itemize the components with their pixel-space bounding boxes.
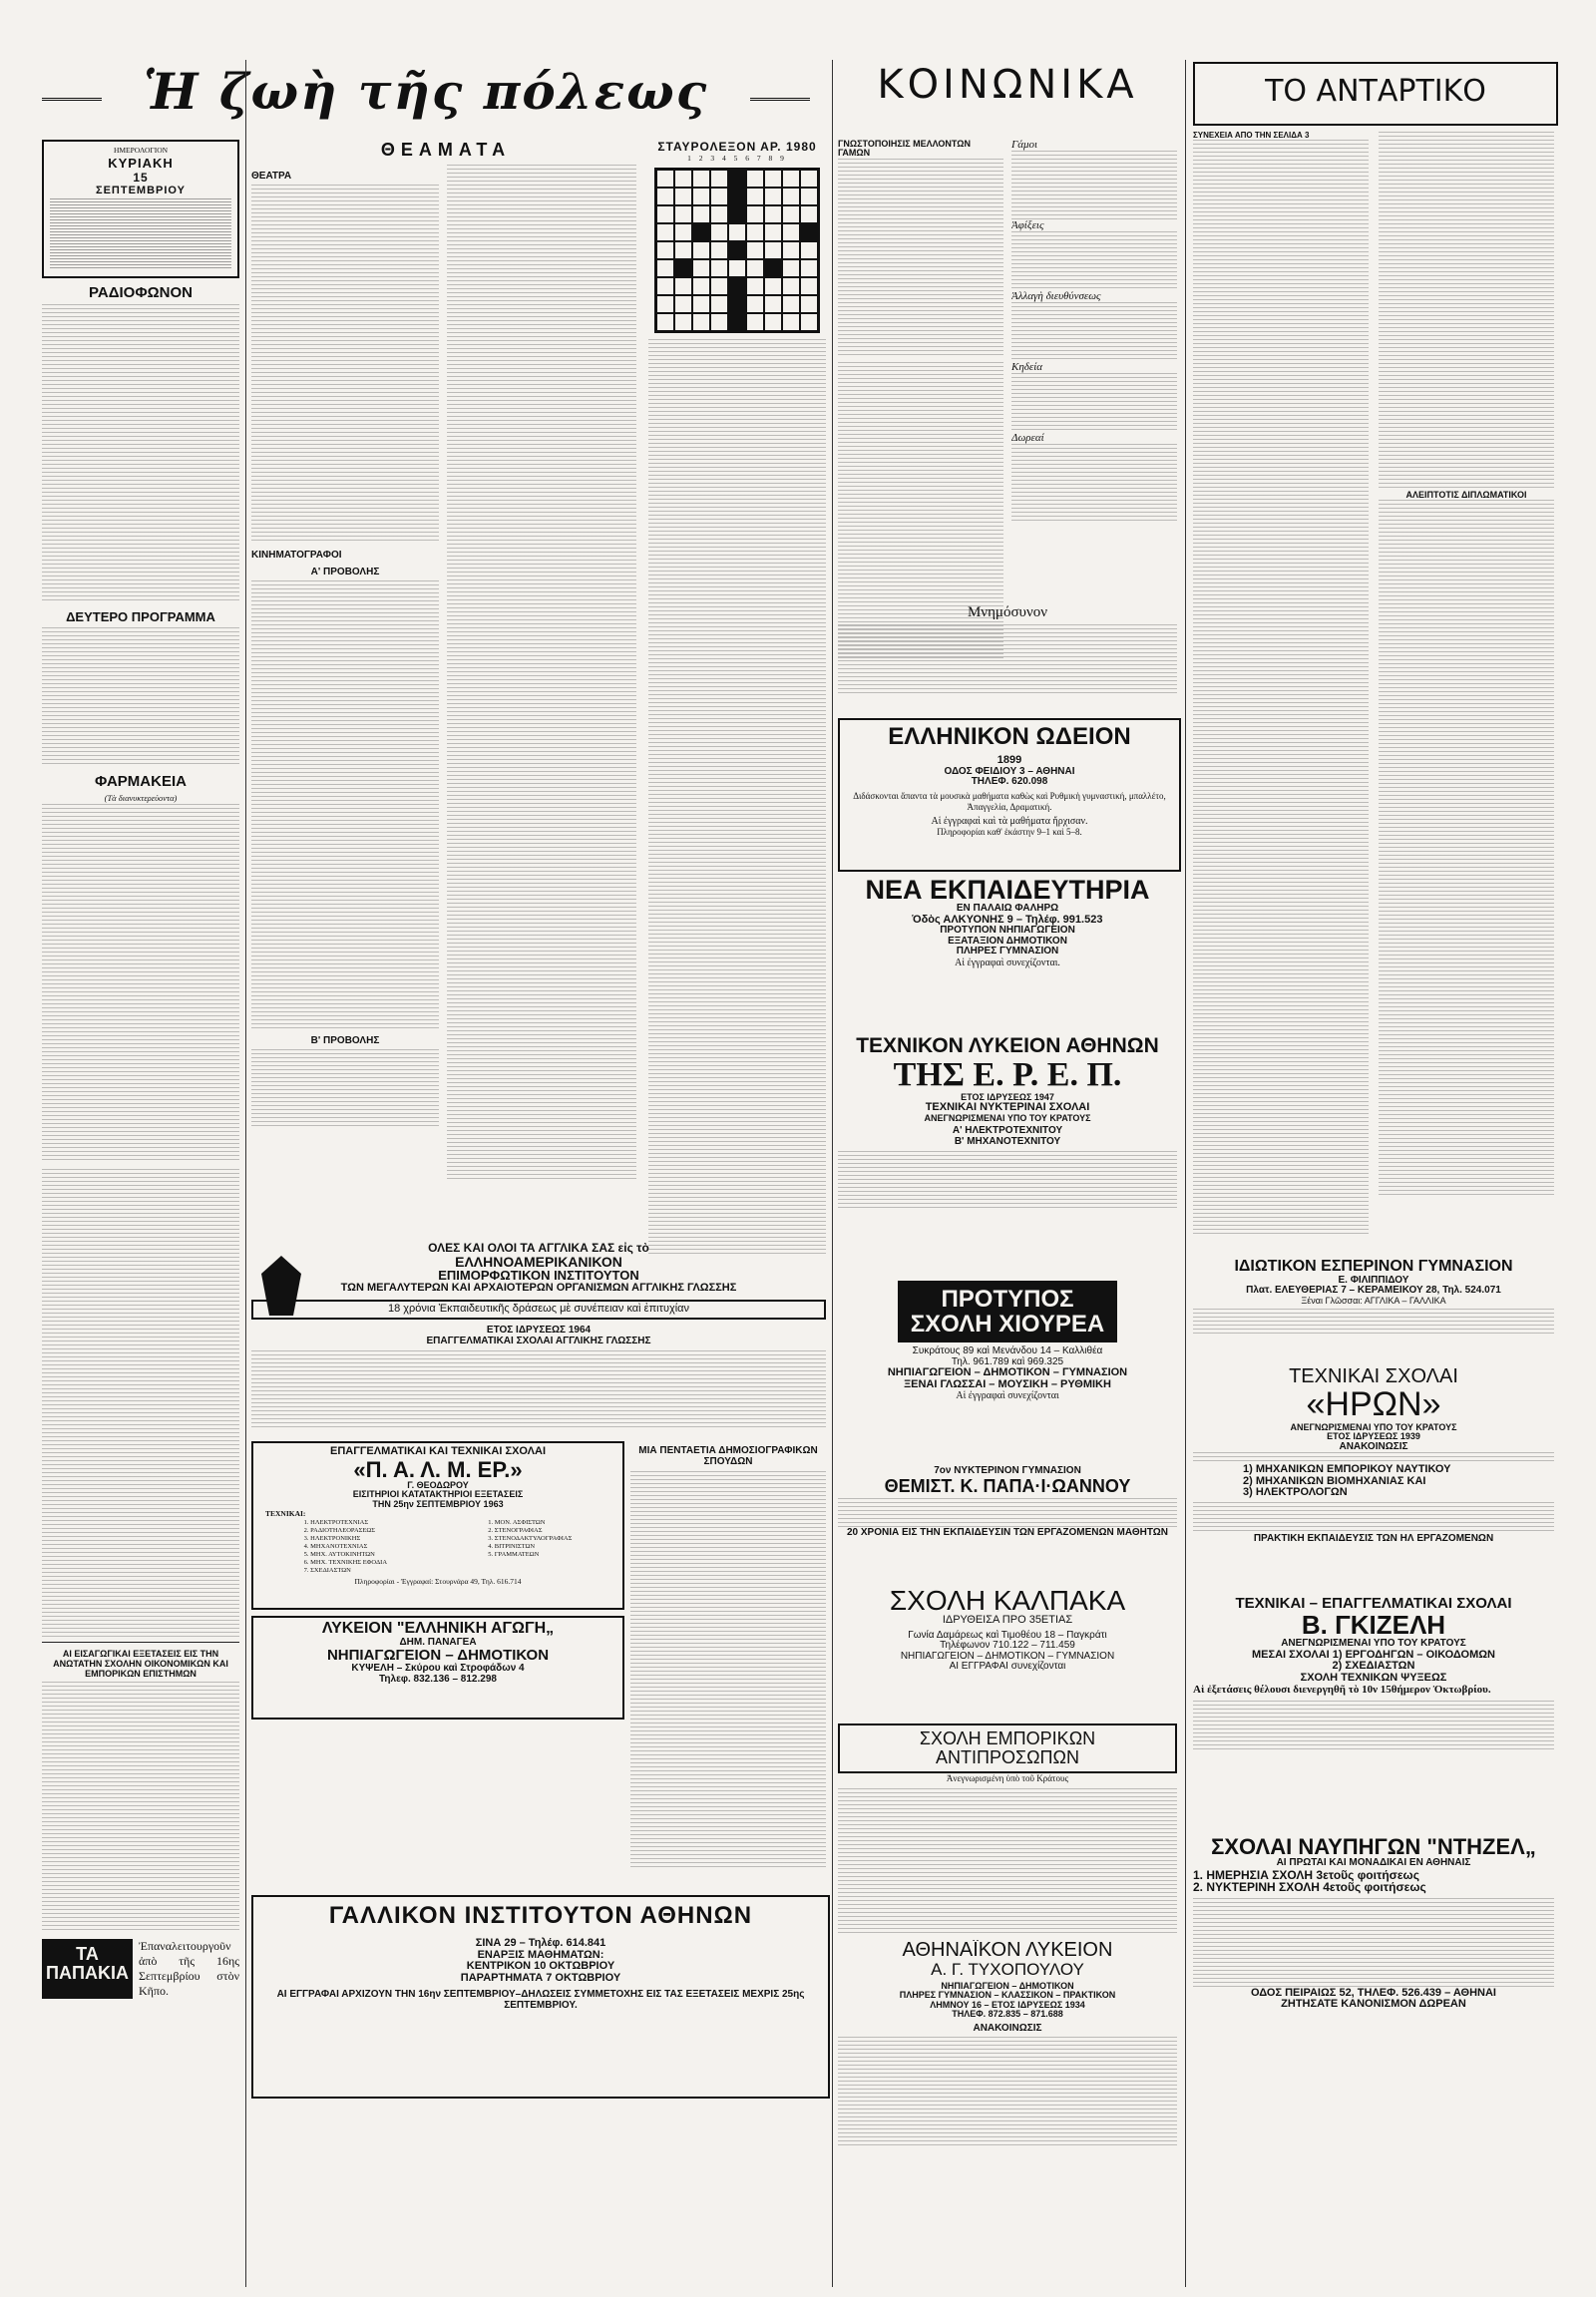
odeion-year: 1899 <box>997 754 1022 767</box>
crossword-cell <box>656 259 674 277</box>
address-change-heading: Ἀλλαγὴ διευθύνσεως <box>1011 290 1101 302</box>
kalpaka-name: ΣΧΟΛΗ ΚΑΛΠΑΚΑ <box>889 1586 1126 1616</box>
idiotikon-owner: Ε. ΦΙΛΙΠΠΙΔΟΥ <box>1338 1274 1409 1286</box>
hai-line1: ΟΛΕΣ ΚΑΙ ΟΛΟΙ ΤΑ ΑΓΓΛΙΚΑ ΣΑΣ εἰς τὸ <box>428 1242 649 1255</box>
course: 2. ΣΤΕΝΟΓΡΑΦΙΑΣ <box>488 1526 543 1534</box>
erep-line2: ΑΝΕΓΝΩΡΙΣΜΕΝΑΙ ΥΠΟ ΤΟΥ ΚΡΑΤΟΥΣ <box>924 1112 1091 1123</box>
palmer-owner: Γ. ΘΕΟΔΩΡΟΥ <box>407 1479 469 1490</box>
crossword-cell <box>728 241 746 259</box>
iron-ad <box>1193 1366 1554 1581</box>
ea-phone: Τηλεφ. 832.136 – 812.298 <box>379 1673 497 1685</box>
announcement-text <box>42 1169 239 1638</box>
fi-address: ΣΙΝΑ 29 – Τηλέφ. 614.841 <box>475 1937 606 1950</box>
calendar-day: ΚΥΡΙΑΚΗ <box>108 156 174 171</box>
announce-text <box>838 159 1003 358</box>
crossword-cell <box>674 295 692 313</box>
nichzel-item1: 1. ΗΜΕΡΗΣΙΑ ΣΧΟΛΗ 3ετοῦς φοιτήσεως <box>1193 1867 1419 1882</box>
commercial-sub: Ἀνεγνωρισμένη ὑπὸ τοῦ Κράτους <box>946 1772 1069 1783</box>
pharmacies-subtitle: (Τὰ διανυκτερεύοντα) <box>104 793 178 803</box>
gamoi-text <box>1011 151 1177 220</box>
commercial-text <box>838 1788 1177 1933</box>
gkizeli-text <box>1193 1701 1554 1750</box>
course: 3. ΗΛΕΚΤΡΟΝΙΚΗΣ <box>303 1534 361 1542</box>
memorial-heading: Μνημόσυνον <box>967 604 1048 620</box>
pap-top: 7ον ΝΥΚΤΕΡΙΝΟΝ ΓΥΜΝΑΣΙΟΝ <box>934 1466 1081 1476</box>
nichzel-address: ΟΔΟΣ ΠΕΙΡΑΙΩΣ 52, ΤΗΛΕΦ. 526.439 – ΑΘΗΝΑΙ <box>1251 1986 1496 1999</box>
nea-line2: ΕΞΑΤΑΞΙΟΝ ΔΗΜΟΤΙΚΟΝ <box>948 935 1067 947</box>
crossword-cell <box>800 295 818 313</box>
antartiko-text3 <box>1379 500 1554 1198</box>
idiotikon-ad <box>1193 1259 1554 1358</box>
crossword-cell <box>800 223 818 241</box>
antartiko-header <box>1193 62 1558 126</box>
second-run-list <box>251 1049 439 1129</box>
crossword-cell <box>782 241 800 259</box>
calendar-month: ΣΕΠΤΕΜΒΡΙΟΥ <box>95 185 187 196</box>
theatres-heading: ΘΕΑΤΡΑ <box>251 171 292 182</box>
hai-banner: 18 χρόνια Ἐκπαιδευτικῆς δράσεως μὲ συνέπειαν καὶ ἐπιτυχίαν <box>251 1300 826 1320</box>
crossword-cell <box>692 277 710 295</box>
crossword-cell <box>764 223 782 241</box>
gkizeli-line3: ΣΧΟΛΗ ΤΕΧΝΙΚΩΝ ΨΥΞΕΩΣ <box>1300 1671 1447 1684</box>
crossword-cell <box>764 295 782 313</box>
crossword-cell <box>674 241 692 259</box>
palmer-ad <box>251 1441 624 1610</box>
crossword-cell <box>764 241 782 259</box>
pap-text <box>838 1498 1177 1528</box>
crossword-cell <box>710 205 728 223</box>
odeion-address: ΟΔΟΣ ΦΕΙΔΙΟΥ 3 – ΑΘΗΝΑΙ <box>944 765 1075 777</box>
funeral-heading: Κηδεία <box>1011 361 1043 373</box>
antartiko-text2 <box>1379 132 1554 491</box>
course: 7. ΣΧΕΔΙΑΣΤΩΝ <box>303 1566 351 1574</box>
odeion-line: Διδάσκονται ἅπαντα τὰ μουσικὰ μαθήματα καθὼς καὶ Ρυθμικὴ γυμναστική, μπαλλέτο, Ἀπαγγελία, Δραματική. <box>853 790 1166 812</box>
crossword-cell <box>764 277 782 295</box>
course: 5. ΜΗΧ. ΑΥΤΟΚΙΝΗΤΩΝ <box>303 1550 375 1558</box>
crossword-cell <box>710 170 728 188</box>
palmer-top: ΕΠΑΓΓΕΛΜΑΤΙΚΑΙ ΚΑΙ ΤΕΧΝΙΚΑΙ ΣΧΟΛΑΙ <box>329 1445 547 1457</box>
crossword-cell <box>710 241 728 259</box>
nea-address: Ὁδὸς ΑΛΚΥΟΝΗΣ 9 – Τηλέφ. 991.523 <box>912 913 1103 926</box>
erep-text <box>838 1151 1177 1211</box>
crossword-cell <box>746 223 764 241</box>
crossword-cell <box>746 313 764 331</box>
crossword-cell <box>710 277 728 295</box>
koinonika-header <box>838 62 1177 122</box>
nichzel-text <box>1193 1898 1554 1988</box>
odeion-info: Πληροφορίαι καθ' ἑκάστην 9–1 καὶ 5–8. <box>937 826 1082 837</box>
crossword-cell <box>692 259 710 277</box>
crossword-cell <box>782 188 800 205</box>
idiotikon-text <box>1193 1309 1554 1337</box>
odeion-enroll: Αἱ ἐγγραφαὶ καὶ τὰ μαθήματα ἤρχισαν. <box>931 815 1088 827</box>
hai-line4: ΤΩΝ ΜΕΓΑΛΥΤΕΡΩΝ ΚΑΙ ΑΡΧΑΙΟΤΕΡΩΝ ΟΡΓΑΝΙΣΜΩΝ ΑΓΓΛΙΚΗΣ ΓΛΩΣΣΗΣ <box>340 1281 737 1294</box>
nichzel-item2: 2. ΝΥΚΤΕΡΙΝΗ ΣΧΟΛΗ 4ετοῦς φοιτήσεως <box>1193 1880 1426 1895</box>
crossword-cell <box>782 259 800 277</box>
crossword-cell <box>710 313 728 331</box>
masthead: Ἡ ζωὴ τῆς πόλεως <box>42 62 810 122</box>
crossword-cell <box>656 241 674 259</box>
crossword-cell <box>656 170 674 188</box>
hai-line2: ΕΛΛΗΝΟΑΜΕΡΙΚΑΝΙΚΟΝ <box>455 1253 622 1270</box>
gkizeli-ad <box>1193 1596 1554 1825</box>
papaioannou-ad <box>838 1466 1177 1576</box>
idiotikon-langs: Ξέναι Γλῶσσαι: ΑΓΓΛΙΚΑ – ΓΑΛΛΙΚΑ <box>1301 1295 1446 1306</box>
crossword-cell <box>710 188 728 205</box>
radio-text <box>42 304 239 603</box>
hai-founded: ΕΤΟΣ ΙΔΡΥΣΕΩΣ 1964 <box>486 1325 592 1337</box>
tych-line2: ΠΛΗΡΕΣ ΓΥΜΝΑΣΙΟΝ – ΚΛΑΣΣΙΚΟΝ – ΠΡΑΚΤΙΚΟΝ <box>899 1990 1116 2001</box>
koinonika-announce-title: ΓΝΩΣΤΟΠΟΙΗΣΙΣ ΜΕΛΛΟΝΤΩΝ ΓΑΜΩΝ <box>838 140 971 159</box>
crossword-cell <box>800 277 818 295</box>
gkizeli-sub: ΑΝΕΓΝΩΡΙΣΜΕΝΑΙ ΥΠΟ ΤΟΥ ΚΡΑΤΟΥΣ <box>1281 1638 1466 1650</box>
crossword-cell <box>656 188 674 205</box>
crossword-cell <box>782 277 800 295</box>
kalpaka-ad <box>838 1586 1177 1716</box>
kalpaka-founded: ΙΔΡΥΘΕΙΣΑ ΠΡΟ 35ΕΤΙΑΣ <box>942 1614 1073 1627</box>
nichzel-name: ΣΧΟΛΑΙ ΝΑΥΠΗΓΩΝ "ΝΤΗΖΕΛ„ <box>1211 1835 1536 1859</box>
journalism-text <box>630 1471 826 1870</box>
iron-announce: ΑΝΑΚΟΙΝΩΣΙΣ <box>1339 1440 1408 1452</box>
nea-line3: ΠΛΗΡΕΣ ΓΥΜΝΑΣΙΟΝ <box>956 946 1059 957</box>
crossword-cell <box>728 223 746 241</box>
funeral-text <box>1011 373 1177 433</box>
papakia-text: Ἐπαναλειτουργοῦν ἀπὸ τῆς 16ης Σεπτεμβρίου στὸν Κῆπο. <box>138 1939 239 1998</box>
gkizeli-line2: 2) ΣΧΕΔΙΑΣΤΩΝ <box>1332 1660 1415 1673</box>
erep-ad <box>838 1035 1177 1275</box>
chiourea-line1: ΝΗΠΙΑΓΩΓΕΙΟΝ – ΔΗΜΟΤΙΚΟΝ – ΓΥΜΝΑΣΙΟΝ <box>887 1366 1128 1379</box>
course: 5. ΓΡΑΜΜΑΤΕΩΝ <box>488 1550 540 1558</box>
hai-subtitle: ΕΠΑΓΓΕΛΜΑΤΙΚΑΙ ΣΧΟΛΑΙ ΑΓΓΛΙΚΗΣ ΓΛΩΣΣΗΣ <box>426 1335 651 1346</box>
crossword-cell <box>728 170 746 188</box>
kalpaka-line: ΝΗΠΙΑΓΩΓΕΙΟΝ – ΔΗΜΟΤΙΚΟΝ – ΓΥΜΝΑΣΙΟΝ <box>900 1650 1115 1662</box>
cinema-heading: ΚΙΝΗΜΑΤΟΓΡΑΦΟΙ <box>251 550 342 561</box>
crossword-cell <box>800 313 818 331</box>
crossword-cell <box>674 205 692 223</box>
tych-line1: ΝΗΠΙΑΓΩΓΕΙΟΝ – ΔΗΜΟΤΙΚΟΝ <box>941 1980 1074 1991</box>
theatres-list <box>251 185 439 544</box>
crossword-cell <box>674 313 692 331</box>
crossword-cell <box>692 313 710 331</box>
antartiko-col1 <box>1193 132 1369 1249</box>
radio-title: ΡΑΔΙΟΦΩΝΟΝ <box>88 284 193 301</box>
crossword-cell <box>782 205 800 223</box>
course: 6. ΜΗΧ. ΤΕΧΝΙΚΗΣ ΕΦΟΔΙΑ <box>303 1558 388 1566</box>
ea-name: ΛΥΚΕΙΟΝ "ΕΛΛΗΝΙΚΗ ΑΓΩΓΗ„ <box>321 1620 555 1637</box>
nea-name: ΝΕΑ ΕΚΠΑΙΔΕΥΤΗΡΙΑ <box>865 876 1150 905</box>
koinonika-title: ΚΟΙΝΩΝΙΚΑ <box>877 62 1138 108</box>
papakia-ad <box>42 1939 239 1999</box>
donations-text <box>1011 444 1177 524</box>
nea-line1: ΠΡΟΤΥΠΟΝ ΝΗΠΙΑΓΩΓΕΙΟΝ <box>940 925 1075 937</box>
nichzel-ad <box>1193 1835 1554 2114</box>
antartiko-subhead-area <box>1193 534 1369 554</box>
crossword-cell <box>728 205 746 223</box>
first-run-list <box>251 580 439 1029</box>
odeion-name: ΕΛΛΗΝΙΚΟΝ ΩΔΕΙΟΝ <box>888 723 1131 750</box>
first-run-heading: Α' ΠΡΟΒΟΛΗΣ <box>310 567 380 577</box>
commercial-name: ΣΧΟΛΗ ΕΜΠΟΡΙΚΩΝ ΑΝΤΙΠΡΟΣΩΠΩΝ <box>838 1723 1177 1773</box>
hellenic-american-ad <box>251 1242 826 1431</box>
course: 1. ΜΟΝ. ΑΣΦΙΣΤΩΝ <box>488 1518 546 1526</box>
crossword-cell <box>728 295 746 313</box>
kalpaka-address: Γωνία Δαμάρεως καὶ Τιμοθέου 18 – Παγκράτι <box>908 1629 1107 1641</box>
tych-owner: Α. Γ. ΤΥΧΟΠΟΥΛΟΥ <box>931 1960 1084 1979</box>
crossword-cell <box>728 277 746 295</box>
ea-address: ΚΥΨΕΛΗ – Σκύρου καὶ Στροφάδων 4 <box>351 1663 525 1675</box>
radio-second-program: ΔΕΥΤΕΡΟ ΠΡΟΓΡΑΜΜΑ <box>66 609 215 624</box>
crossword-cell <box>800 170 818 188</box>
radio-second-text <box>42 627 239 767</box>
koinonika-left <box>838 140 1003 658</box>
nea-ekpaideftiria-ad <box>838 876 1177 1025</box>
chiourea-phone: Τηλ. 961.789 καὶ 969.325 <box>951 1355 1064 1367</box>
pap-banner: 20 ΧΡΟΝΙΑ ΕΙΣ ΤΗΝ ΕΚΠΑΙΔΕΥΣΙΝ ΤΩΝ ΕΡΓΑΖΟΜΕΝΩΝ ΜΑΘΗΤΩΝ <box>846 1527 1168 1539</box>
chiourea-name: ΠΡΟΤΥΠΟΣ ΣΧΟΛΗ ΧΙΟΥΡΕΑ <box>898 1281 1117 1342</box>
crossword-cell <box>674 170 692 188</box>
tych-announce: ΑΝΑΚΟΙΝΩΣΙΣ <box>973 2022 1042 2034</box>
french-institute-ad <box>251 1895 830 2099</box>
crossword-cell <box>746 205 764 223</box>
chiourea-address: Συκράτους 89 καὶ Μενάνδου 14 – Καλλιθέα <box>912 1345 1103 1357</box>
crossword-cell <box>782 313 800 331</box>
arrivals-heading: Ἀφίξεις <box>1011 219 1044 231</box>
palmer-date: ΤΗΝ 25ην ΣΕΠΤΕΜΒΡΙΟΥ 1963 <box>372 1498 504 1509</box>
crossword-cell <box>674 277 692 295</box>
iron-text2 <box>1193 1502 1554 1534</box>
crossword-cell <box>656 277 674 295</box>
crossword-numbers: 1 2 3 4 5 6 7 8 9 <box>687 154 787 163</box>
nea-location: ΕΝ ΠΑΛΑΙΩ ΦΑΛΗΡΩ <box>956 903 1059 915</box>
fi-start: ΕΝΑΡΞΙΣ ΜΑΘΗΜΑΤΩΝ: <box>477 1948 604 1961</box>
crossword-cell <box>746 277 764 295</box>
journalism-title: ΜΙΑ ΠΕΝΤΑΕΤΙΑ ΔΗΜΟΣΙΟΓΡΑΦΙΚΩΝ ΣΠΟΥΔΩΝ <box>638 1446 818 1467</box>
arrivals-text <box>1011 231 1177 291</box>
commercial-ad <box>838 1723 1177 1933</box>
crossword-cell <box>710 259 728 277</box>
crossword-cell <box>764 313 782 331</box>
gkizeli-top: ΤΕΧΝΙΚΑΙ – ΕΠΑΓΓΕΛΜΑΤΙΚΑΙ ΣΧΟΛΑΙ <box>1235 1596 1512 1612</box>
crossword-cell <box>746 170 764 188</box>
koinonika-right <box>1011 140 1177 658</box>
memorial-text <box>838 624 1177 694</box>
ea-owner: ΔΗΜ. ΠΑΝΑΓΕΑ <box>399 1636 477 1648</box>
fi-central: ΚΕΝΤΡΙΚΟΝ 10 ΟΚΤΩΒΡΙΟΥ <box>466 1960 615 1973</box>
course: 2. ΡΑΔΙΟΤΗΛΕΟΡΑΣΕΩΣ <box>303 1526 376 1534</box>
crossword-clues <box>648 339 826 1257</box>
course: 1. ΗΛΕΚΤΡΟΤΕΧΝΙΑΣ <box>303 1518 369 1526</box>
cinema-list <box>447 165 636 1182</box>
crossword-cell <box>800 188 818 205</box>
chiourea-line2: ΞΕΝΑΙ ΓΛΩΣΣΑΙ – ΜΟΥΣΙΚΗ – ΡΥΘΜΙΚΗ <box>904 1377 1111 1390</box>
crossword-cell <box>782 295 800 313</box>
gkizeli-exams: Αἱ ἐξετάσεις θέλουσι διενεργηθῆ τὸ 10ν 15θήμερον Ὀκτωβρίου. <box>1193 1684 1491 1697</box>
erep-line1: ΤΕΧΝΙΚΑΙ ΝΥΚΤΕΡΙΝΑΙ ΣΧΟΛΑΙ <box>925 1101 1090 1114</box>
crossword-cell <box>800 205 818 223</box>
tych-phone: ΤΗΛΕΦ. 872.835 – 871.688 <box>952 2009 1063 2020</box>
tychopoulou-ad <box>838 1940 1177 2289</box>
nichzel-footer: ΖΗΤΗΣΑΤΕ ΚΑΝΟΝΙΣΜΟΝ ΔΩΡΕΑΝ <box>1281 1998 1466 2011</box>
crossword-cell <box>674 188 692 205</box>
iron-item: 1) ΜΗΧΑΝΙΚΩΝ ΕΜΠΟΡΙΚΟΥ ΝΑΥΤΙΚΟΥ <box>1243 1463 1451 1476</box>
antartiko-sub1: ΑΛΕΙΠΤΟΤΙΣ ΔΙΠΛΩΜΑΤΙΚΟΙ <box>1405 490 1527 500</box>
fi-branches: ΠΑΡΑΡΤΗΜΑΤΑ 7 ΟΚΤΩΒΡΙΟΥ <box>460 1971 621 1984</box>
crossword-cell <box>656 313 674 331</box>
crossword-cell <box>728 313 746 331</box>
theamata-title: ΘΕΑΜΑΤΑ <box>380 140 512 160</box>
elliniki-agogi-ad <box>251 1616 624 1720</box>
iron-text <box>1193 1452 1554 1464</box>
crossword-cell <box>692 170 710 188</box>
tych-text <box>838 2037 1177 2146</box>
column-theamata <box>251 140 640 1366</box>
crossword-cell <box>746 259 764 277</box>
crossword-cell <box>764 170 782 188</box>
tych-address: ΛΗΜΝΟΥ 16 – ΕΤΟΣ ΙΔΡΥΣΕΩΣ 1934 <box>930 1999 1085 2010</box>
hai-line3: ΕΠΙΜΟΡΦΩΤΙΚΟΝ ΙΝΣΤΙΤΟΥΤΟΝ <box>438 1268 639 1284</box>
crossword-cell <box>710 295 728 313</box>
odeion-phone: ΤΗΛΕΦ. 620.098 <box>971 776 1048 788</box>
iron-item: 2) ΜΗΧΑΝΙΚΩΝ ΒΙΟΜΗΧΑΝΙΑΣ ΚΑΙ <box>1243 1474 1426 1487</box>
hai-courses <box>251 1350 826 1430</box>
crossword-cell <box>674 223 692 241</box>
iron-name: «ΗΡΩΝ» <box>1306 1385 1441 1423</box>
calendar-box <box>42 140 239 278</box>
chiourea-enroll: Αἱ ἐγγραφαὶ συνεχίζονται <box>956 1390 1059 1402</box>
column-crossword <box>648 140 826 1366</box>
nea-enroll: Αἱ ἐγγραφαὶ συνεχίζονται. <box>955 957 1060 968</box>
crossword-cell <box>782 223 800 241</box>
crossword-cell <box>692 205 710 223</box>
ea-type: ΝΗΠΙΑΓΩΓΕΙΟΝ – ΔΗΜΟΤΙΚΟΝ <box>326 1647 550 1665</box>
pharmacies-title: ΦΑΡΜΑΚΕΙΑ <box>95 773 187 790</box>
crossword-cell <box>710 223 728 241</box>
palmer-phone: Πληροφορίαι - Ἐγγραφαί: Στουρνάρα 49, Τηλ. 616.714 <box>354 1576 522 1586</box>
erep-line4: Β' ΜΗΧΑΝΟΤΕΧΝΙΤΟΥ <box>954 1135 1061 1147</box>
gkizeli-line1: ΜΕΣΑΙ ΣΧΟΛΑΙ 1) ΕΡΓΟΔΗΓΩΝ – ΟΙΚΟΔΟΜΩΝ <box>1252 1648 1495 1661</box>
crossword-cell <box>656 295 674 313</box>
palmer-exams: ΕΙΣΙΤΗΡΙΟΙ ΚΑΤΑΤΑΚΤΗΡΙΟΙ ΕΞΕΤΑΣΕΙΣ <box>352 1489 524 1500</box>
crossword-cell <box>656 223 674 241</box>
nichzel-sub: ΑΙ ΠΡΩΤΑΙ ΚΑΙ ΜΟΝΑΔΙΚΑΙ ΕΝ ΑΘΗΝΑΙΣ <box>1276 1857 1471 1869</box>
iron-item: 3) ΗΛΕΚΤΡΟΛΟΓΩΝ <box>1243 1486 1348 1499</box>
fi-note: ΑΙ ΕΓΓΡΑΦΑΙ ΑΡΧΙΖΟΥΝ ΤΗΝ 16ην ΣΕΠΤΕΜΒΡΙΟΥ–ΔΗΛΩΣΕΙΣ ΣΥΜΜΕΤΟΧΗΣ ΕΙΣ ΤΑΣ ΕΞΕΤΑΣΕΙΣ ΜΕΧΡΙΣ 25ης ΣΕΠΤΕΜΒΡΙΟΥ. <box>276 1989 805 2011</box>
crossword-cell <box>674 259 692 277</box>
iron-sub2: ΕΤΟΣ ΙΔΡΥΣΕΩΣ 1939 <box>1327 1431 1420 1442</box>
iron-top: ΤΕΧΝΙΚΑΙ ΣΧΟΛΑΙ <box>1289 1366 1458 1387</box>
crossword-grid <box>654 168 820 333</box>
tych-name: ΑΘΗΝΑΪΚΟΝ ΛΥΚΕΙΟΝ <box>902 1940 1113 1961</box>
crossword-cell <box>746 241 764 259</box>
crossword-cell <box>692 241 710 259</box>
antartiko-col2 <box>1379 132 1554 1249</box>
gamoi-heading: Γάμοι <box>1011 140 1038 151</box>
erep-top: ΤΕΧΝΙΚΟΝ ΛΥΚΕΙΟΝ ΑΘΗΝΩΝ <box>856 1035 1159 1057</box>
palmer-courses <box>253 1519 622 1575</box>
pap-name: ΘΕΜΙΣΤ. Κ. ΠΑΠΑ·Ι·ΩΑΝΝΟΥ <box>884 1475 1131 1496</box>
crossword-cell <box>728 259 746 277</box>
odeion-ad <box>838 718 1181 872</box>
papakia-title: ΤΑ ΠΑΠΑΚΙΑ <box>42 1939 133 1999</box>
erep-founded: ΕΤΟΣ ΙΔΡΥΣΕΩΣ 1947 <box>961 1091 1054 1102</box>
crossword-cell <box>692 223 710 241</box>
chiourea-ad <box>838 1281 1177 1460</box>
memorial-section <box>838 598 1177 718</box>
erep-name: ΤΗΣ Ε. Ρ. Ε. Π. <box>893 1056 1122 1094</box>
crossword-cell <box>656 205 674 223</box>
antartiko-title: ΤΟ ΑΝΤΑΡΤΙΚΟ <box>1265 74 1486 109</box>
antartiko-cont: ΣΥΝΕΧΕΙΑ ΑΠΟ ΤΗΝ ΣΕΛΙΔΑ 3 <box>1193 132 1310 140</box>
journalism-notice <box>630 1446 826 1885</box>
course: 4. ΜΗΧΑΝΟΤΕΧΝΙΑΣ <box>303 1542 368 1550</box>
crossword-title: ΣΤΑΥΡΟΛΕΞΟΝ ΑΡ. 1980 <box>657 140 817 154</box>
crossword-cell <box>800 241 818 259</box>
calendar-label: ΗΜΕΡΟΛΟΓΙΟΝ <box>113 146 169 155</box>
second-run-heading: Β' ΠΡΟΒΟΛΗΣ <box>310 1035 380 1046</box>
idiotikon-address: Πλατ. ΕΛΕΥΘΕΡΙΑΣ 7 – ΚΕΡΑΜΕΙΚΟΥ 28, Τηλ. 524.071 <box>1246 1285 1501 1297</box>
crossword-cell <box>746 295 764 313</box>
gkizeli-name: Β. ΓΚΙΖΕΛΗ <box>1301 1609 1446 1640</box>
crossword-cell <box>800 259 818 277</box>
crossword-cell <box>782 170 800 188</box>
course: 3. ΣΤΕΝΟΔΑΚΤΥΛΟΓΡΑΦΙΑΣ <box>488 1534 573 1542</box>
pharmacies-text <box>42 804 239 1163</box>
fi-name: ΓΑΛΛΙΚΟΝ ΙΝΣΤΙΤΟΥΤΟΝ ΑΘΗΝΩΝ <box>328 1902 753 1929</box>
address-text <box>1011 302 1177 362</box>
crossword-cell <box>692 188 710 205</box>
crossword-cell <box>728 188 746 205</box>
exams-text <box>42 1682 239 1931</box>
palmer-technical: ΤΕΧΝΙΚΑΙ: <box>265 1508 306 1518</box>
kalpaka-enroll: ΑΙ ΕΓΓΡΑΦΑΙ συνεχίζονται <box>949 1661 1066 1673</box>
crossword-cell <box>764 188 782 205</box>
iron-sub1: ΑΝΕΓΝΩΡΙΣΜΕΝΑΙ ΥΠΟ ΤΟΥ ΚΡΑΤΟΥΣ <box>1290 1421 1457 1432</box>
crossword-cell <box>764 205 782 223</box>
calendar-date: 15 <box>133 171 149 185</box>
column-left <box>42 140 239 2284</box>
antartiko-text1 <box>1193 140 1369 1237</box>
kalpaka-phone: Τηλέφωνον 710.122 – 711.459 <box>940 1640 1075 1652</box>
crossword-cell <box>692 295 710 313</box>
exams-notice: ΑΙ ΕΙΣΑΓΩΓΙΚΑΙ ΕΞΕΤΑΣΕΙΣ ΕΙΣ ΤΗΝ ΑΝΩΤΑΤΗΝ ΣΧΟΛΗΝ ΟΙΚΟΝΟΜΙΚΩΝ ΚΑΙ ΕΜΠΟΡΙΚΩΝ ΕΠΙΣΤΗΜΩΝ <box>53 1649 228 1679</box>
iron-bottom: ΠΡΑΚΤΙΚΗ ΕΚΠΑΙΔΕΥΣΙΣ ΤΩΝ ΗΛ ΕΡΓΑΖΟΜΕΝΩΝ <box>1253 1532 1494 1544</box>
erep-line3: Α' ΗΛΕΚΤΡΟΤΕΧΝΙΤΟΥ <box>952 1125 1063 1137</box>
palmer-name: «Π. Α. Λ. Μ. ΕΡ.» <box>353 1456 523 1482</box>
crossword-cell <box>764 259 782 277</box>
donations-heading: Δωρεαί <box>1011 432 1044 444</box>
course: 4. ΒΙΤΡΙΝΙΣΤΩΝ <box>488 1542 536 1550</box>
crossword-cell <box>746 188 764 205</box>
idiotikon-name: ΙΔΙΩΤΙΚΟΝ ΕΣΠΕΡΙΝΟΝ ΓΥΜΝΑΣΙΟΝ <box>1234 1259 1513 1275</box>
